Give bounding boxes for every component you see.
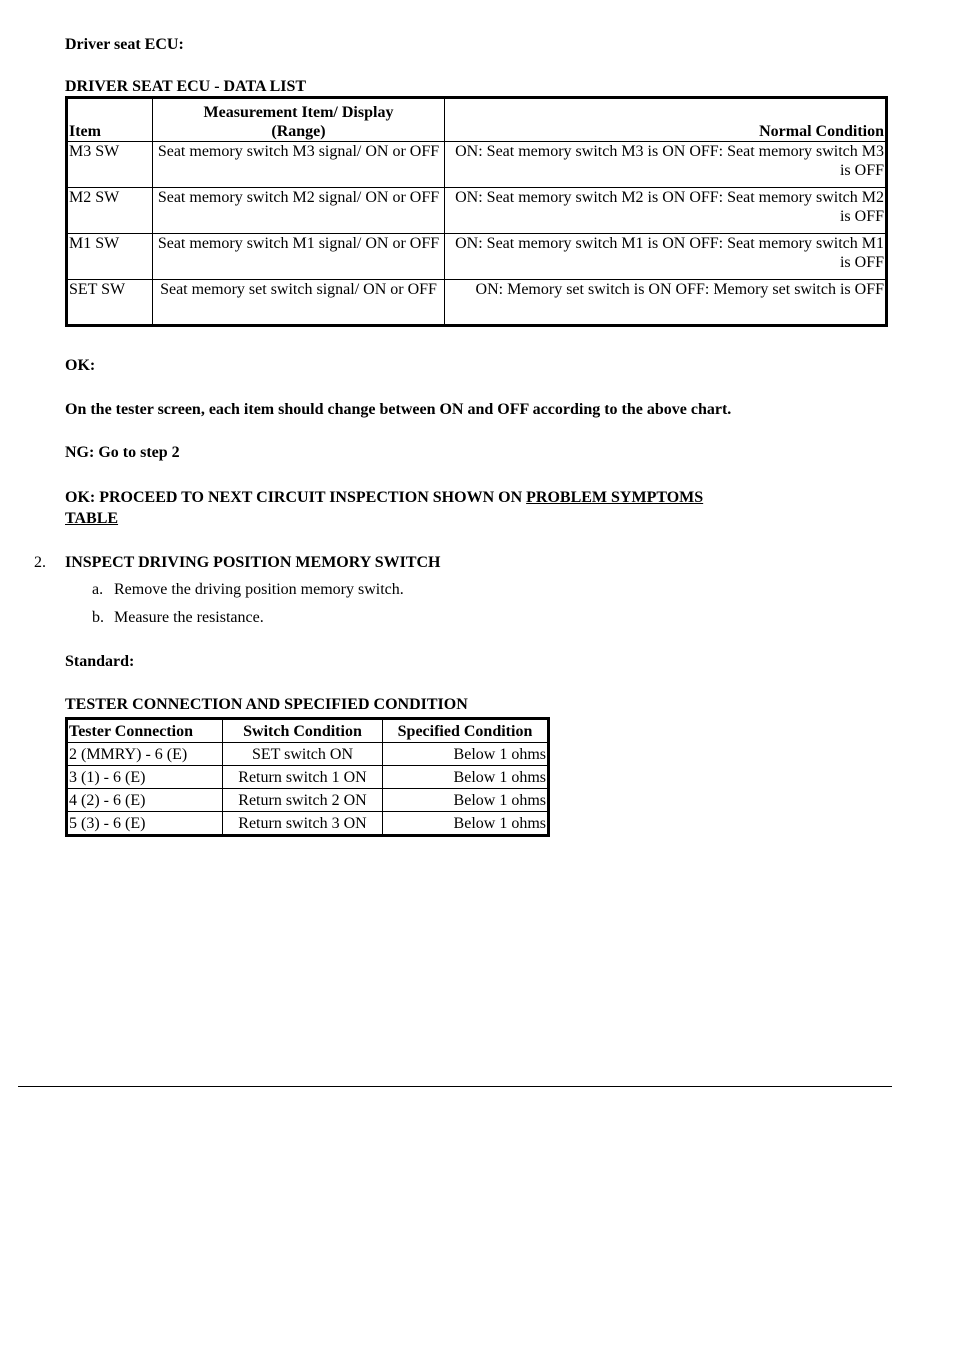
- cell-item: M3 SW: [67, 142, 153, 188]
- substep-marker: a.: [92, 581, 104, 598]
- table-row: [67, 142, 887, 188]
- tester-table-title: TESTER CONNECTION AND SPECIFIED CONDITION: [65, 696, 468, 713]
- cell-normal-condition: ON: Seat memory switch M3 is ON OFF: Seat memory switch M3 is OFF: [445, 142, 887, 188]
- ok-description: On the tester screen, each item should change between ON and OFF according to the above chart.: [65, 401, 732, 418]
- step-title: INSPECT DRIVING POSITION MEMORY SWITCH: [65, 554, 441, 571]
- header-specified-condition: Specified Condition: [383, 719, 549, 743]
- table-row: [67, 234, 887, 280]
- cell-switch-condition: Return switch 1 ON: [223, 766, 383, 789]
- section-heading: Driver seat ECU:: [65, 36, 184, 53]
- cell-specified-condition: Below 1 ohms: [383, 766, 549, 789]
- cell-specified-condition: Below 1 ohms: [383, 743, 549, 766]
- cell-tester-connection: 5 (3) - 6 (E): [67, 812, 223, 836]
- tester-connection-table: [65, 717, 550, 837]
- standard-label: Standard:: [65, 653, 135, 670]
- substep-marker: b.: [92, 609, 104, 626]
- cell-switch-condition: Return switch 3 ON: [223, 812, 383, 836]
- ok-proceed-instruction: [65, 489, 703, 507]
- step-number: 2.: [34, 554, 46, 571]
- cell-specified-condition: Below 1 ohms: [383, 812, 549, 836]
- problem-symptoms-table-link-line2[interactable]: TABLE: [65, 510, 119, 527]
- ok-label: OK:: [65, 357, 96, 374]
- table-row: [67, 743, 549, 766]
- ok-proceed-link-line2-wrap: [65, 510, 118, 528]
- header-switch-condition: Switch Condition: [223, 719, 383, 743]
- table-header-row: [67, 98, 887, 142]
- cell-normal-condition: ON: Seat memory switch M1 is ON OFF: Seat memory switch M1 is OFF: [445, 234, 887, 280]
- table-row: [67, 789, 549, 812]
- cell-normal-condition: ON: Memory set switch is ON OFF: Memory set switch is OFF: [445, 280, 887, 326]
- table-row: [67, 280, 887, 326]
- cell-item: M1 SW: [67, 234, 153, 280]
- cell-tester-connection: 4 (2) - 6 (E): [67, 789, 223, 812]
- substep-text: Measure the resistance.: [114, 609, 264, 626]
- header-item: Item: [67, 98, 153, 142]
- cell-item: SET SW: [67, 280, 153, 326]
- cell-measurement: Seat memory switch M2 signal/ ON or OFF: [153, 188, 445, 234]
- problem-symptoms-table-link[interactable]: PROBLEM SYMPTOMS: [526, 489, 704, 506]
- ok-proceed-prefix: OK: PROCEED TO NEXT CIRCUIT INSPECTION SHOWN ON: [65, 489, 527, 506]
- table-row: [67, 766, 549, 789]
- ng-instruction: NG: Go to step 2: [65, 444, 180, 461]
- footer-divider: [18, 1086, 892, 1087]
- cell-measurement: Seat memory switch M3 signal/ ON or OFF: [153, 142, 445, 188]
- table-row: [67, 188, 887, 234]
- cell-specified-condition: Below 1 ohms: [383, 789, 549, 812]
- cell-measurement: Seat memory set switch signal/ ON or OFF: [153, 280, 445, 326]
- data-list-title: DRIVER SEAT ECU - DATA LIST: [65, 78, 307, 95]
- data-list-table: [65, 96, 888, 327]
- cell-measurement: Seat memory switch M1 signal/ ON or OFF: [153, 234, 445, 280]
- table-row: [67, 812, 549, 836]
- cell-switch-condition: SET switch ON: [223, 743, 383, 766]
- cell-tester-connection: 3 (1) - 6 (E): [67, 766, 223, 789]
- cell-item: M2 SW: [67, 188, 153, 234]
- cell-switch-condition: Return switch 2 ON: [223, 789, 383, 812]
- substep-text: Remove the driving position memory switch.: [114, 581, 404, 598]
- cell-tester-connection: 2 (MMRY) - 6 (E): [67, 743, 223, 766]
- header-normal-condition: Normal Condition: [445, 98, 887, 142]
- header-measurement: Measurement Item/ Display (Range): [153, 98, 445, 142]
- header-tester-connection: Tester Connection: [67, 719, 223, 743]
- table-header-row: [67, 719, 549, 743]
- cell-normal-condition: ON: Seat memory switch M2 is ON OFF: Seat memory switch M2 is OFF: [445, 188, 887, 234]
